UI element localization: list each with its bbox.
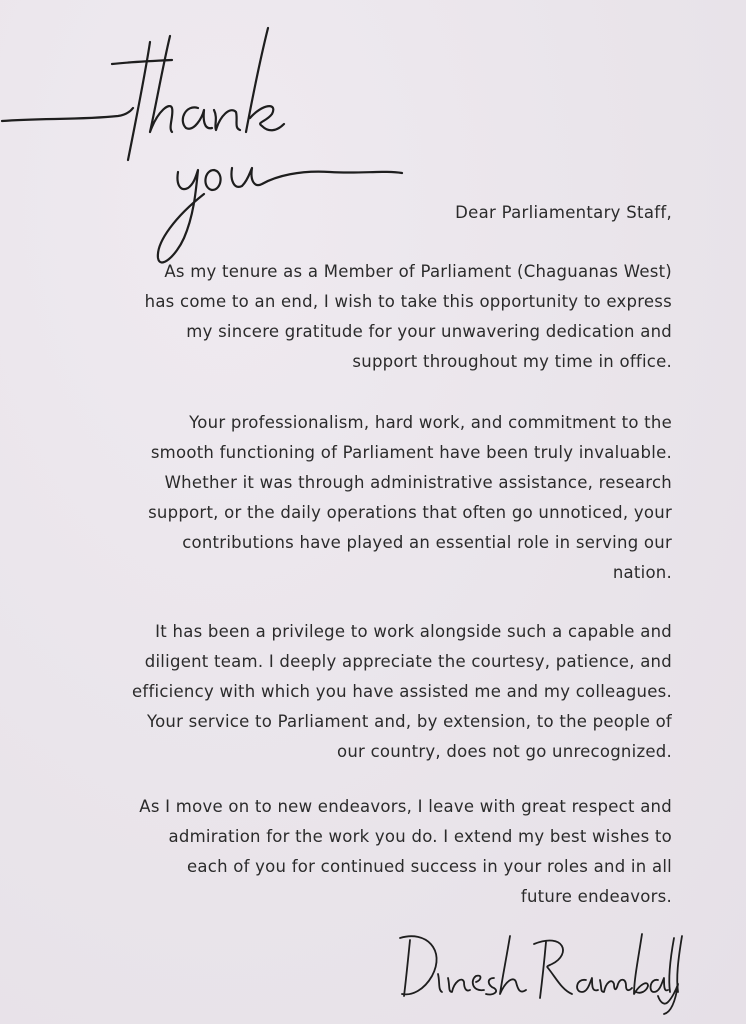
text-line: Your professionalism, hard work, and commitment to the — [189, 413, 672, 432]
text-line: future endeavors. — [520, 887, 672, 906]
text-line: It has been a privilege to work alongside such a capable and — [155, 622, 672, 641]
paragraph-4 — [139, 792, 672, 912]
text-line: support, or the daily operations that often go unnoticed, your — [148, 503, 672, 522]
text-line: support throughout my time in office. — [352, 352, 672, 371]
salutation: Dear Parliamentary Staff, — [455, 203, 672, 222]
text-line: admiration for the work you do. I extend my best wishes to — [168, 827, 672, 846]
text-line: nation. — [612, 563, 672, 582]
text-line: each of you for continued success in your roles and in all — [186, 857, 672, 876]
text-line: efficiency with which you have assisted me and my colleagues. — [132, 682, 672, 701]
text-line: my sincere gratitude for your unwavering dedication and — [186, 322, 672, 341]
paragraph-2 — [148, 408, 672, 588]
text-line: Whether it was through administrative assistance, research — [164, 473, 672, 492]
text-line: diligent team. I deeply appreciate the courtesy, patience, and — [144, 652, 672, 671]
text-line: our country, does not go unrecognized. — [336, 742, 672, 761]
thank-you-script-art — [0, 20, 420, 270]
paragraph-3 — [132, 617, 672, 767]
text-line: As I move on to new endeavors, I leave with great respect and — [139, 797, 672, 816]
text-line: contributions have played an essential role in serving our — [182, 533, 672, 552]
text-line: has come to an end, I wish to take this opportunity to express — [144, 292, 672, 311]
text-line: As my tenure as a Member of Parliament (Chaguanas West) — [164, 262, 672, 281]
paragraph-1 — [145, 257, 672, 377]
handwritten-signature — [396, 920, 686, 1015]
text-line: Your service to Parliament and, by extension, to the people of — [146, 712, 672, 731]
text-line: smooth functioning of Parliament have been truly invaluable. — [150, 443, 672, 462]
